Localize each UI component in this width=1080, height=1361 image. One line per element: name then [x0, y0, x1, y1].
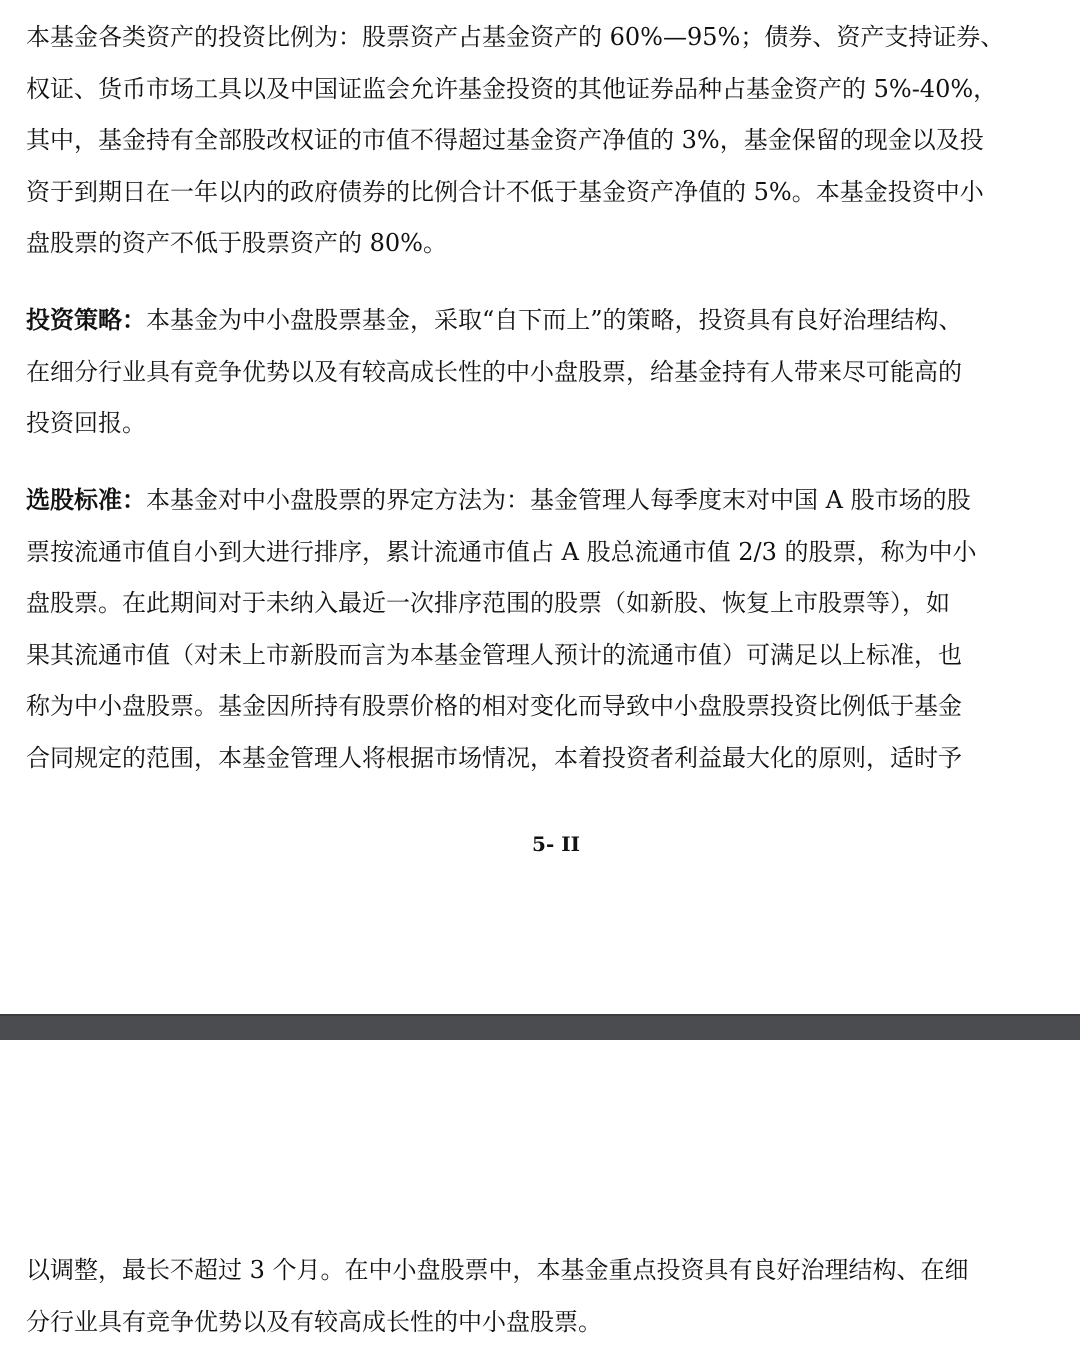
asset-allocation-text: 本基金各类资产的投资比例为：股票资产占基金资产的 60%—95%；债券、资产支持证券、 权证、货币市场工具以及中国证监会允许基金投资的其他证券品种占基金资产的 5%-40%， 其中，基金持有全部股改权证的市值不得超过基金资产净值的 3%，基金保留的现金以及投 资于到期日在一年以内的政府债券的比例合计不低于基金资产净值的 5%。本基金投资中小 盘股票的资产不低于股票资产的 80%。: [26, 23, 1005, 257]
investment-strategy-paragraph: [26, 294, 1066, 450]
asset-allocation-paragraph: [26, 12, 1066, 270]
page-separator: [0, 1014, 1080, 1040]
page-number: 5- II: [532, 832, 580, 856]
stock-selection-paragraph: [26, 474, 1066, 784]
investment-strategy-text: 本基金为中小盘股票基金，采取“自下而上”的策略，投资具有良好治理结构、 在细分行业具有竞争优势以及有较高成长性的中小盘股票，给基金持有人带来尽可能高的 投资回报。: [26, 306, 963, 437]
continuation-paragraph: [26, 1245, 1066, 1348]
stock-selection-label: 选股标准：: [26, 485, 146, 514]
continuation-text: 以调整，最长不超过 3 个月。在中小盘股票中，本基金重点投资具有良好治理结构、在细 分行业具有竞争优势以及有较高成长性的中小盘股票。: [26, 1256, 969, 1336]
investment-strategy-label: 投资策略：: [26, 305, 146, 334]
document-page-lower: [0, 1040, 1080, 1361]
stock-selection-text: 本基金对中小盘股票的界定方法为：基金管理人每季度末对中国 A 股市场的股 票按流通市值自小到大进行排序，累计流通市值占 A 股总流通市值 2/3 的股票，称为中小 盘股票。在此期间对于未纳入最近一次排序范围的股票（如新股、恢复上市股票等），如 果其流通市值（对未上市新股而言为本基金管理人预计的流通市值）可满足以上标准，也 称为中小盘股票。基金因所持有股票价格的相对变化而导致中小盘股票投资比例低于基金 合同规定的范围，本基金管理人将根据市场情况，本着投资者利益最大化的原则，适时予: [26, 486, 977, 772]
